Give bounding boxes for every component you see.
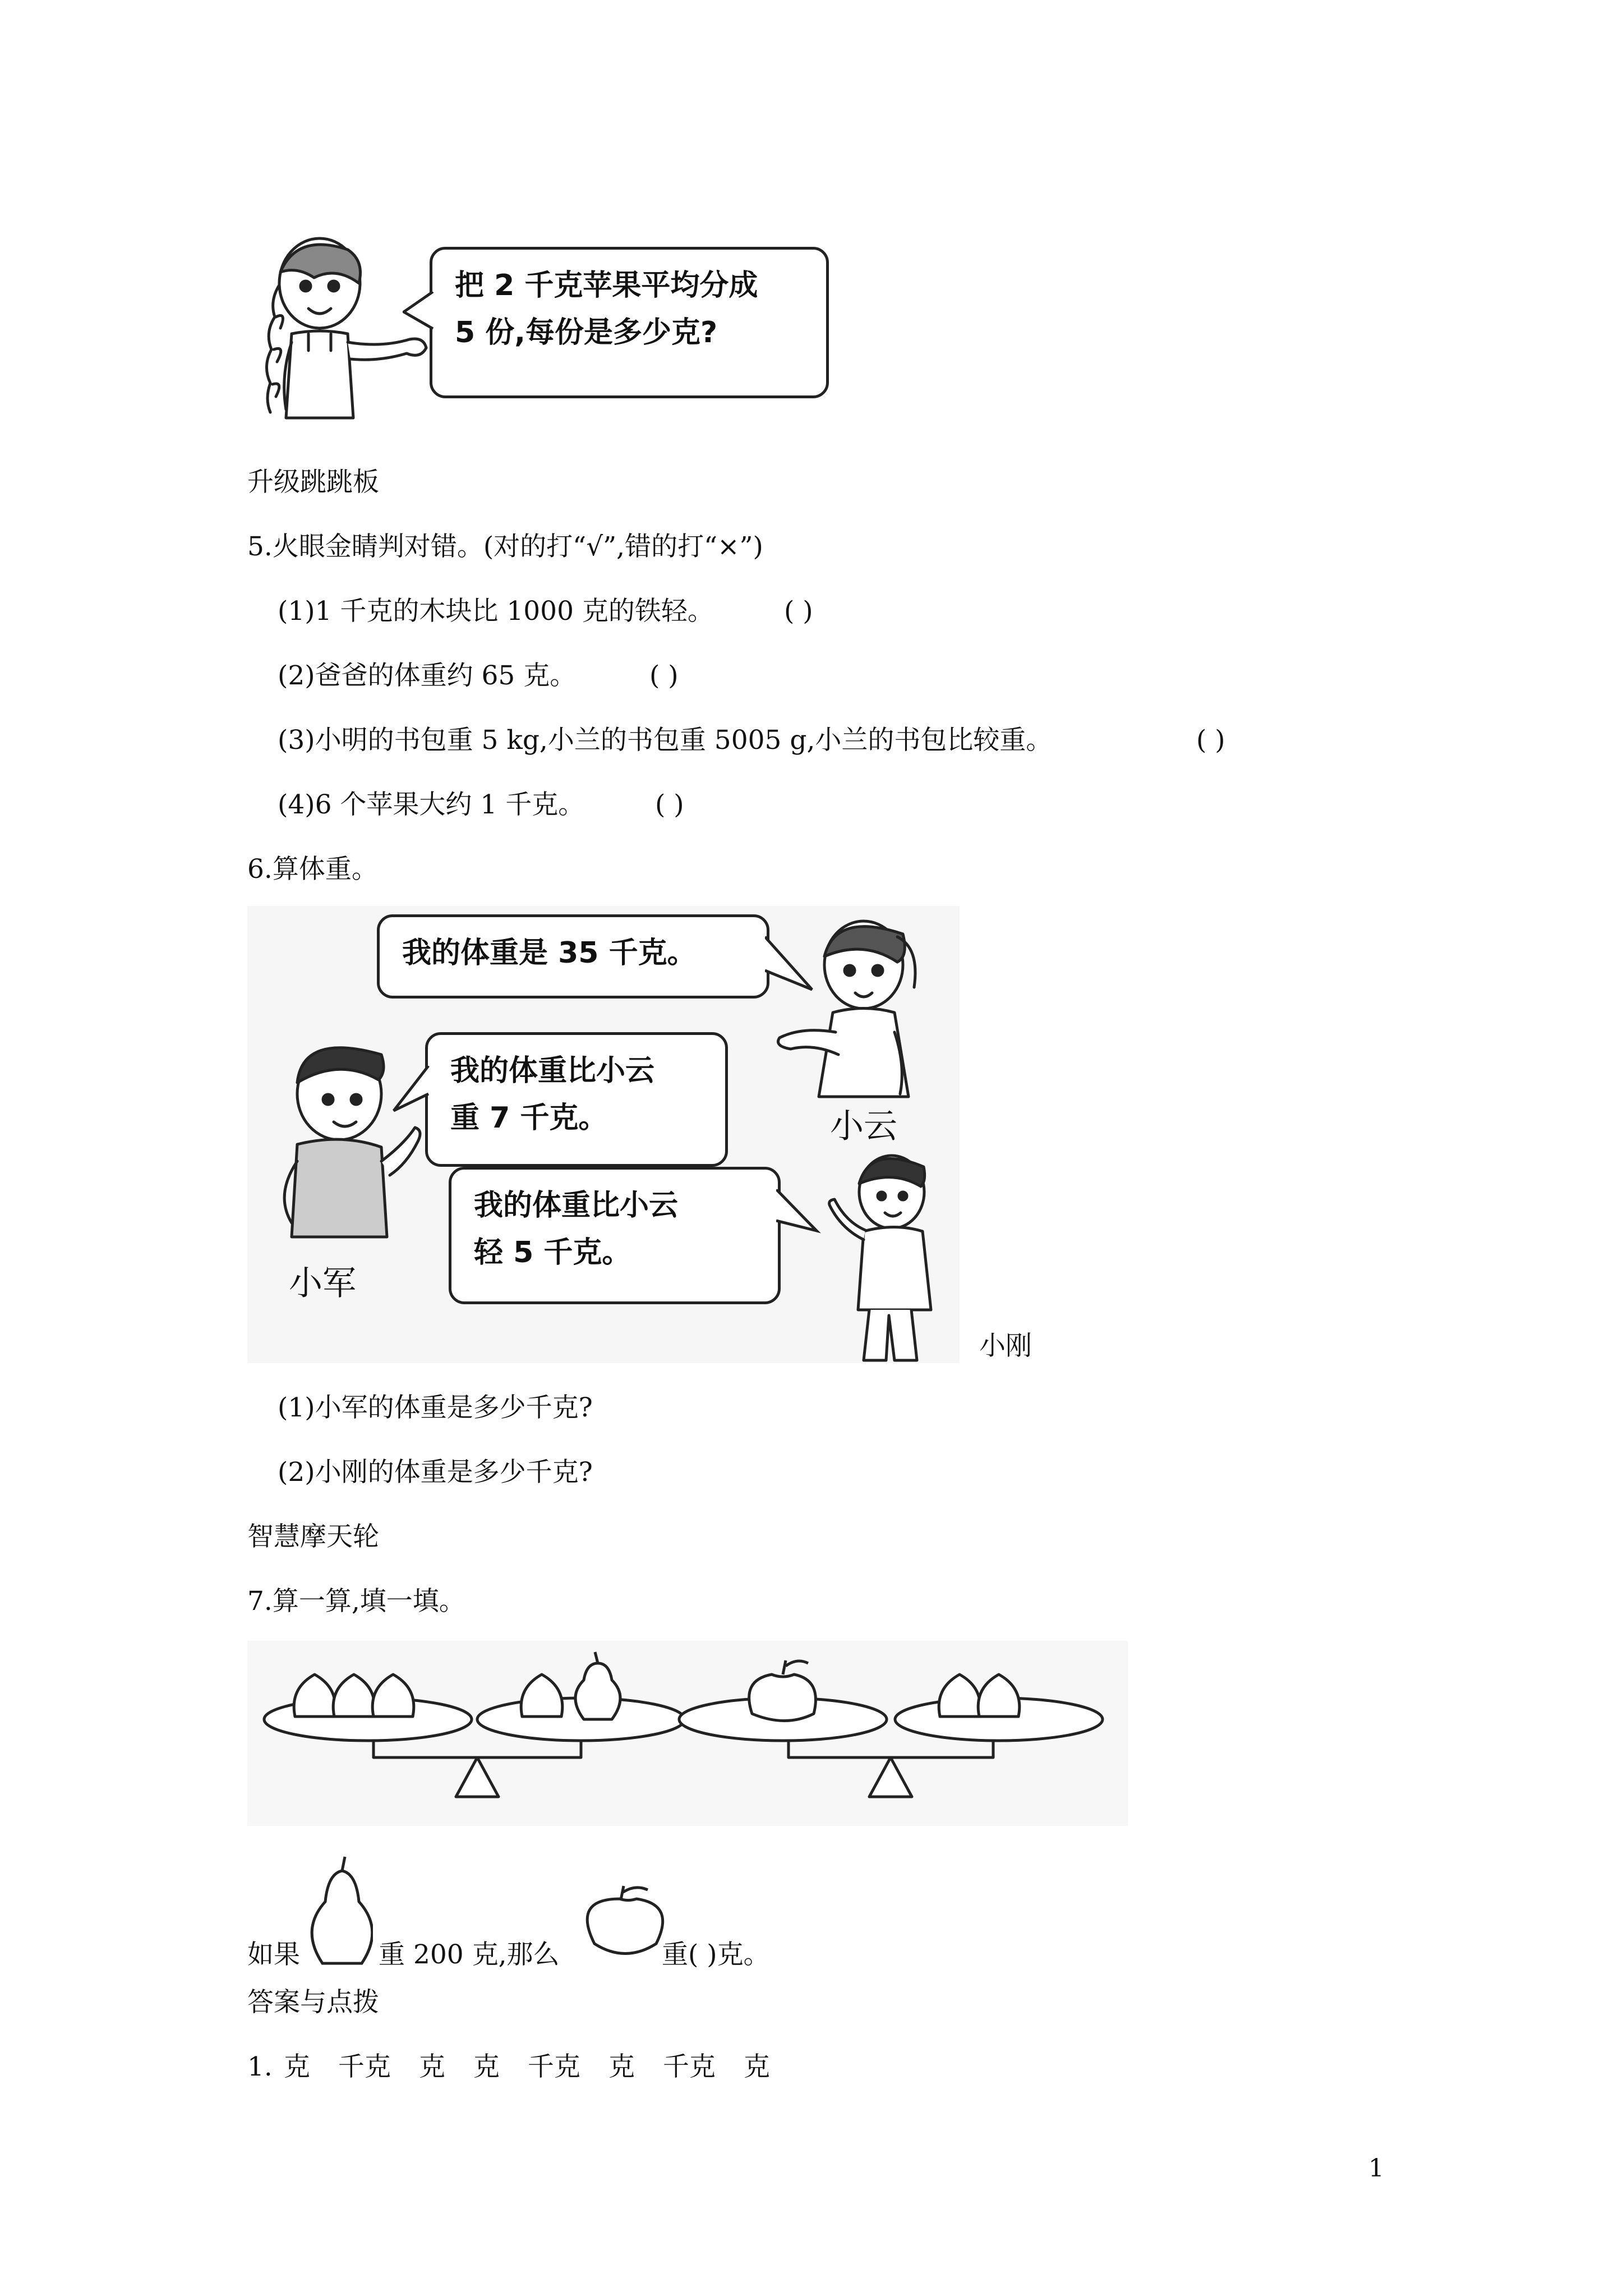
bubble-xiaogang: 我的体重比小云 轻 5 千克。 (449, 1167, 781, 1304)
xiaojun-boy-figure (264, 1032, 426, 1257)
bubble-tail (403, 292, 436, 331)
name-xiaoyun: 小云 (830, 1107, 897, 1146)
answer-unit: 克 (418, 2051, 445, 2082)
answer-unit: 克 (283, 2051, 310, 2082)
q7-text-end: 重( )克。 (662, 1939, 770, 1970)
q6-title: 6.算体重。 (247, 854, 378, 885)
page-number: 1 (1368, 2154, 1384, 2183)
answers-heading: 答案与点拨 (247, 1987, 379, 2018)
bubble-xiaojun: 我的体重比小云 重 7 千克。 (425, 1032, 728, 1167)
q7-title: 7.算一算,填一填。 (247, 1586, 465, 1617)
apple-icon (580, 1882, 665, 1961)
xiaoyun-girl-figure (774, 903, 937, 1105)
q6-question-2: (2)小刚的体重是多少千克? (278, 1457, 593, 1488)
q5-item-3: (3)小明的书包重 5 kg,小兰的书包重 5005 g,小兰的书包比较重。 (278, 725, 1053, 756)
q5-title: 5.火眼金睛判对错。(对的打“√”,错的打“×”) (247, 531, 763, 562)
answer-unit: 千克 (527, 2051, 580, 2082)
answer-1-prefix: 1. (247, 2051, 273, 2082)
q5-item-2: (2)爸爸的体重约 65 克。 (278, 660, 577, 691)
answer-unit: 克 (473, 2051, 500, 2082)
section-heading-upgrade: 升级跳跳板 (247, 467, 379, 498)
bubble-xiaoyun: 我的体重是 35 千克。 (377, 914, 769, 999)
q6-question-1: (1)小军的体重是多少千克? (278, 1392, 593, 1423)
balance-scales-illustration (247, 1641, 1128, 1826)
q5-answer-blank-3[interactable]: ( ) (1196, 725, 1225, 756)
section-heading-wisdom: 智慧摩天轮 (247, 1521, 379, 1552)
q7-text-mid: 重 200 克,那么 (379, 1939, 560, 1970)
xiaogang-boy-figure (819, 1144, 965, 1369)
bubble-tail-xiaogang (776, 1189, 821, 1234)
answer-1-row (247, 2050, 798, 2084)
q5-item-1: (1)1 千克的木块比 1000 克的铁轻。 (278, 596, 714, 627)
name-xiaojun: 小军 (289, 1264, 356, 1303)
answer-unit: 千克 (338, 2051, 391, 2082)
q5-answer-blank-4[interactable]: ( ) (655, 789, 684, 820)
intro-speech-bubble: 把 2 千克苹果平均分成 5 份,每份是多少克? (430, 247, 829, 398)
answer-unit: 克 (608, 2051, 635, 2082)
pear-icon (306, 1854, 373, 1966)
answer-unit: 克 (743, 2051, 770, 2082)
answer-unit: 千克 (662, 2051, 716, 2082)
q5-answer-blank-1[interactable]: ( ) (784, 596, 813, 627)
q5-answer-blank-2[interactable]: ( ) (649, 660, 679, 691)
q5-item-4: (4)6 个苹果大约 1 千克。 (278, 789, 585, 820)
q7-text-if: 如果 (247, 1939, 300, 1970)
name-xiaogang: 小刚 (979, 1331, 1032, 1361)
